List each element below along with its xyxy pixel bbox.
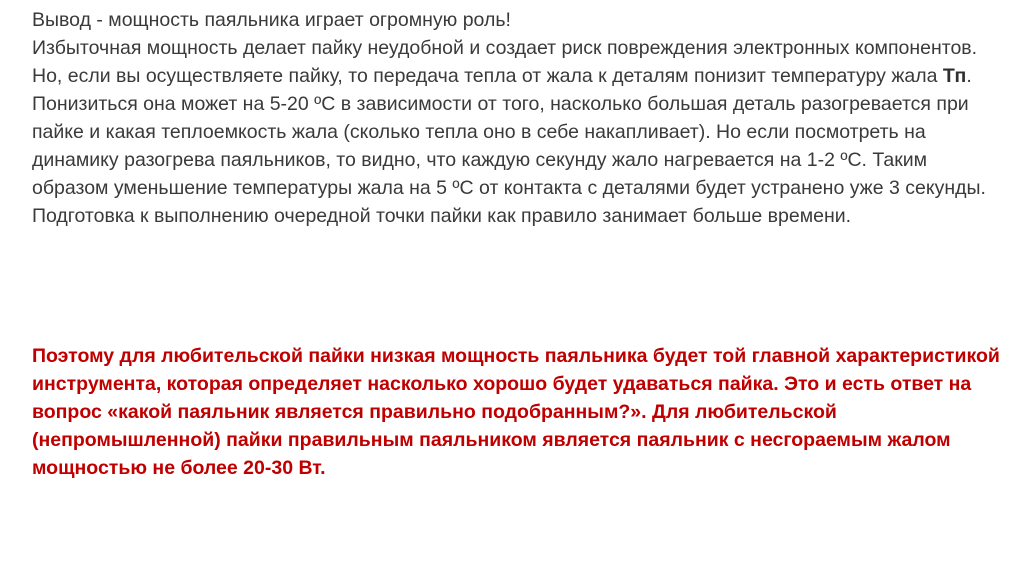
heat-transfer-text-start: Но, если вы осуществляете пайку, то передача тепла от жала к деталям понизит температуру жала — [32, 65, 943, 87]
conclusion-highlight: Поэтому для любительской пайки низкая мощность паяльника будет той главной характеристикой инструмента, которая определяет насколько хорошо будет удаваться пайка. Это и есть ответ на вопрос «какой паяльник является правильно подобранным?». Для любительской (непромышленной) пайки правильным паяльником является паяльник с несгораемым жалом мощностью не более 20-30 Вт. — [32, 345, 1000, 479]
slide-body-text — [32, 6, 1007, 230]
tip-temperature-symbol: Тп — [942, 65, 967, 87]
paragraph-heat-transfer — [32, 62, 1007, 202]
heat-transfer-text-end: . Понизиться она может на 5-20 ºС в зависимости от того, насколько большая деталь разогревается при пайке и какая теплоемкость жала (сколько тепла оно в себе накапливает). Но если посмотреть на динамику разогрева паяльников, то видно, что каждую секунду жало нагревается на 1-2 ºС. Таким образом уменьшение температуры жала на 5 ºС от контакта с деталями будет устранено уже 3 секунды. — [32, 65, 986, 199]
paragraph-conclusion-intro: Вывод - мощность паяльника играет огромную роль! — [32, 9, 511, 31]
paragraph-preparation: Подготовка к выполнению очередной точки пайки как правило занимает больше времени. — [32, 205, 852, 227]
paragraph-excess-power: Избыточная мощность делает пайку неудобной и создает риск повреждения электронных компонентов. — [32, 37, 978, 59]
